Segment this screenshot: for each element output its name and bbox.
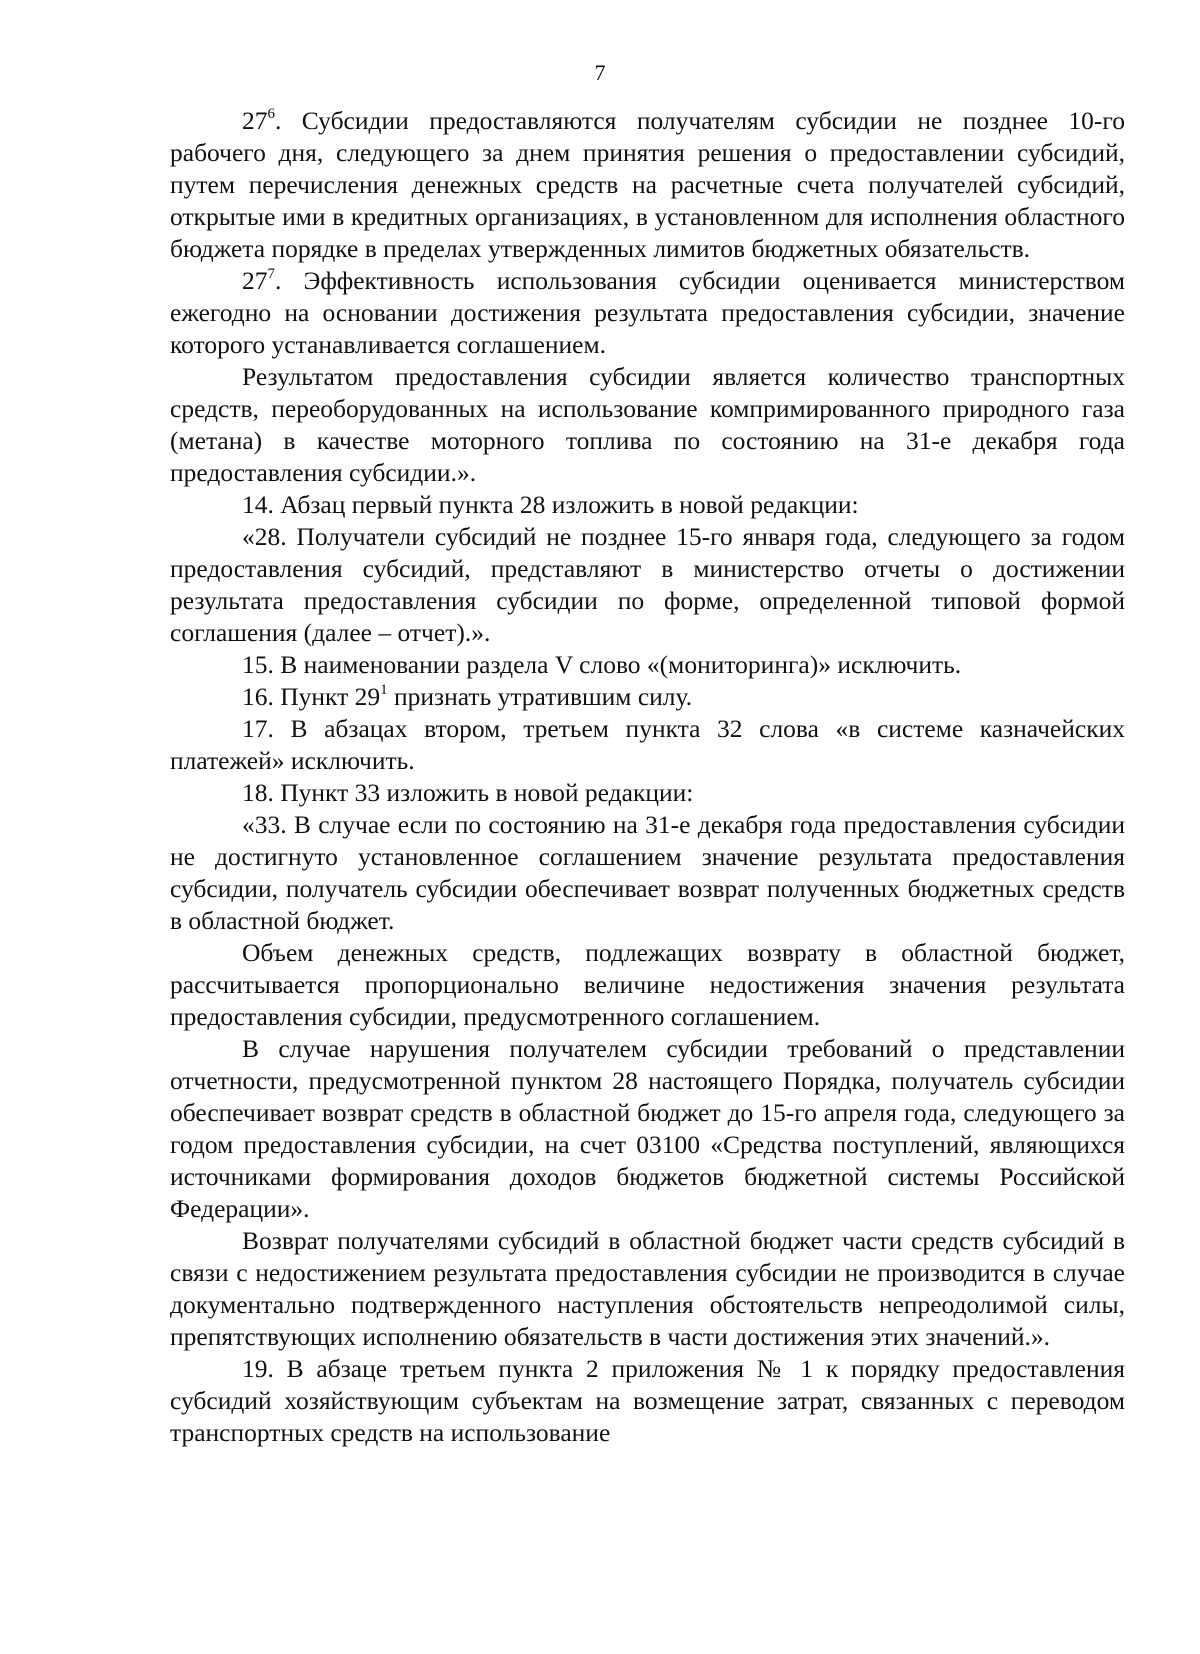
superscript: 7 xyxy=(267,266,275,282)
paragraph-text: 19. В абзаце третьем пункта 2 приложения № 1 к порядку предоставления субсидий хозяйствующим субъектам на возмещение затрат, связанных с переводом транспортных средств на использование xyxy=(170,1354,1125,1447)
paragraph-27-6 xyxy=(170,105,1125,265)
paragraph-item-16 xyxy=(170,681,1125,713)
paragraph-reporting-violation xyxy=(170,1033,1125,1225)
paragraph-new-33 xyxy=(170,809,1125,937)
paragraph-text: Результатом предоставления субсидии является количество транспортных средств, переоборудованных на использование компримированного природного газа (метана) в качестве моторного топлива по состоянию на 31-е декабря года предоставления субсидии.». xyxy=(170,362,1125,487)
paragraph-text: «33. В случае если по состоянию на 31-е декабря года предоставления субсидии не достигнуто установленное соглашением значение результата предоставления субсидии, получатель субсидии обеспечивает возврат полученных бюджетных средств в областной бюджет. xyxy=(170,810,1125,935)
paragraph-item-18 xyxy=(170,777,1125,809)
paragraph-text: 14. Абзац первый пункта 28 изложить в новой редакции: xyxy=(242,490,859,519)
paragraph-text: Возврат получателями субсидий в областной бюджет части средств субсидий в связи с недостижением результата предоставления субсидии не производится в случае документально подтвержденного наступления обстоятельств непреодолимой силы, препятствующих исполнению обязательств в части достижения этих значений.». xyxy=(170,1226,1125,1351)
paragraph-prefix: 16. Пункт 29 xyxy=(242,682,381,711)
paragraph-result-definition xyxy=(170,361,1125,489)
paragraph-text: «28. Получатели субсидий не позднее 15-го января года, следующего за годом предоставления субсидий, представляют в министерство отчеты о достижении результата предоставления субсидии по форме, определенной типовой формой соглашения (далее – отчет).». xyxy=(170,522,1125,647)
paragraph-text: признать утратившим силу. xyxy=(387,682,693,711)
document-body xyxy=(170,105,1125,1449)
superscript: 1 xyxy=(380,682,388,698)
paragraph-item-19 xyxy=(170,1353,1125,1449)
paragraph-text: Объем денежных средств, подлежащих возврату в областной бюджет, рассчитывается пропорционально величине недостижения значения результата предоставления субсидии, предусмотренного соглашением. xyxy=(170,938,1125,1031)
paragraph-text: 17. В абзацах втором, третьем пункта 32 слова «в системе казначейских платежей» исключить. xyxy=(170,714,1125,775)
paragraph-text: 18. Пункт 33 изложить в новой редакции: xyxy=(242,778,694,807)
paragraph-item-14 xyxy=(170,489,1125,521)
paragraph-text: . Субсидии предоставляются получателям субсидии не позднее 10-го рабочего дня, следующего за днем принятия решения о предоставлении субсидий, путем перечисления денежных средств на расчетные счета получателей субсидий, открытые ими в кредитных организациях, в установленном для исполнения областного бюджета порядке в пределах утвержденных лимитов бюджетных обязательств. xyxy=(170,106,1125,263)
paragraph-refund-volume xyxy=(170,937,1125,1033)
paragraph-item-15 xyxy=(170,649,1125,681)
page-number: 7 xyxy=(594,60,606,85)
paragraph-prefix: 27 xyxy=(242,266,268,295)
paragraph-new-28 xyxy=(170,521,1125,649)
paragraph-force-majeure xyxy=(170,1225,1125,1353)
paragraph-text: 15. В наименовании раздела V слово «(мониторинга)» исключить. xyxy=(242,650,962,679)
paragraph-prefix: 27 xyxy=(242,106,268,135)
paragraph-text: . Эффективность использования субсидии оценивается министерством ежегодно на основании достижения результата предоставления субсидии, значение которого устанавливается соглашением. xyxy=(170,266,1125,359)
paragraph-27-7 xyxy=(170,265,1125,361)
paragraph-item-17 xyxy=(170,713,1125,777)
paragraph-text: В случае нарушения получателем субсидии требований о представлении отчетности, предусмотренной пунктом 28 настоящего Порядка, получатель субсидии обеспечивает возврат средств в областной бюджет до 15-го апреля года, следующего за годом предоставления субсидии, на счет 03100 «Средства поступлений, являющихся источниками формирования доходов бюджетов бюджетной системы Российской Федерации». xyxy=(170,1034,1125,1223)
superscript: 6 xyxy=(267,106,275,122)
